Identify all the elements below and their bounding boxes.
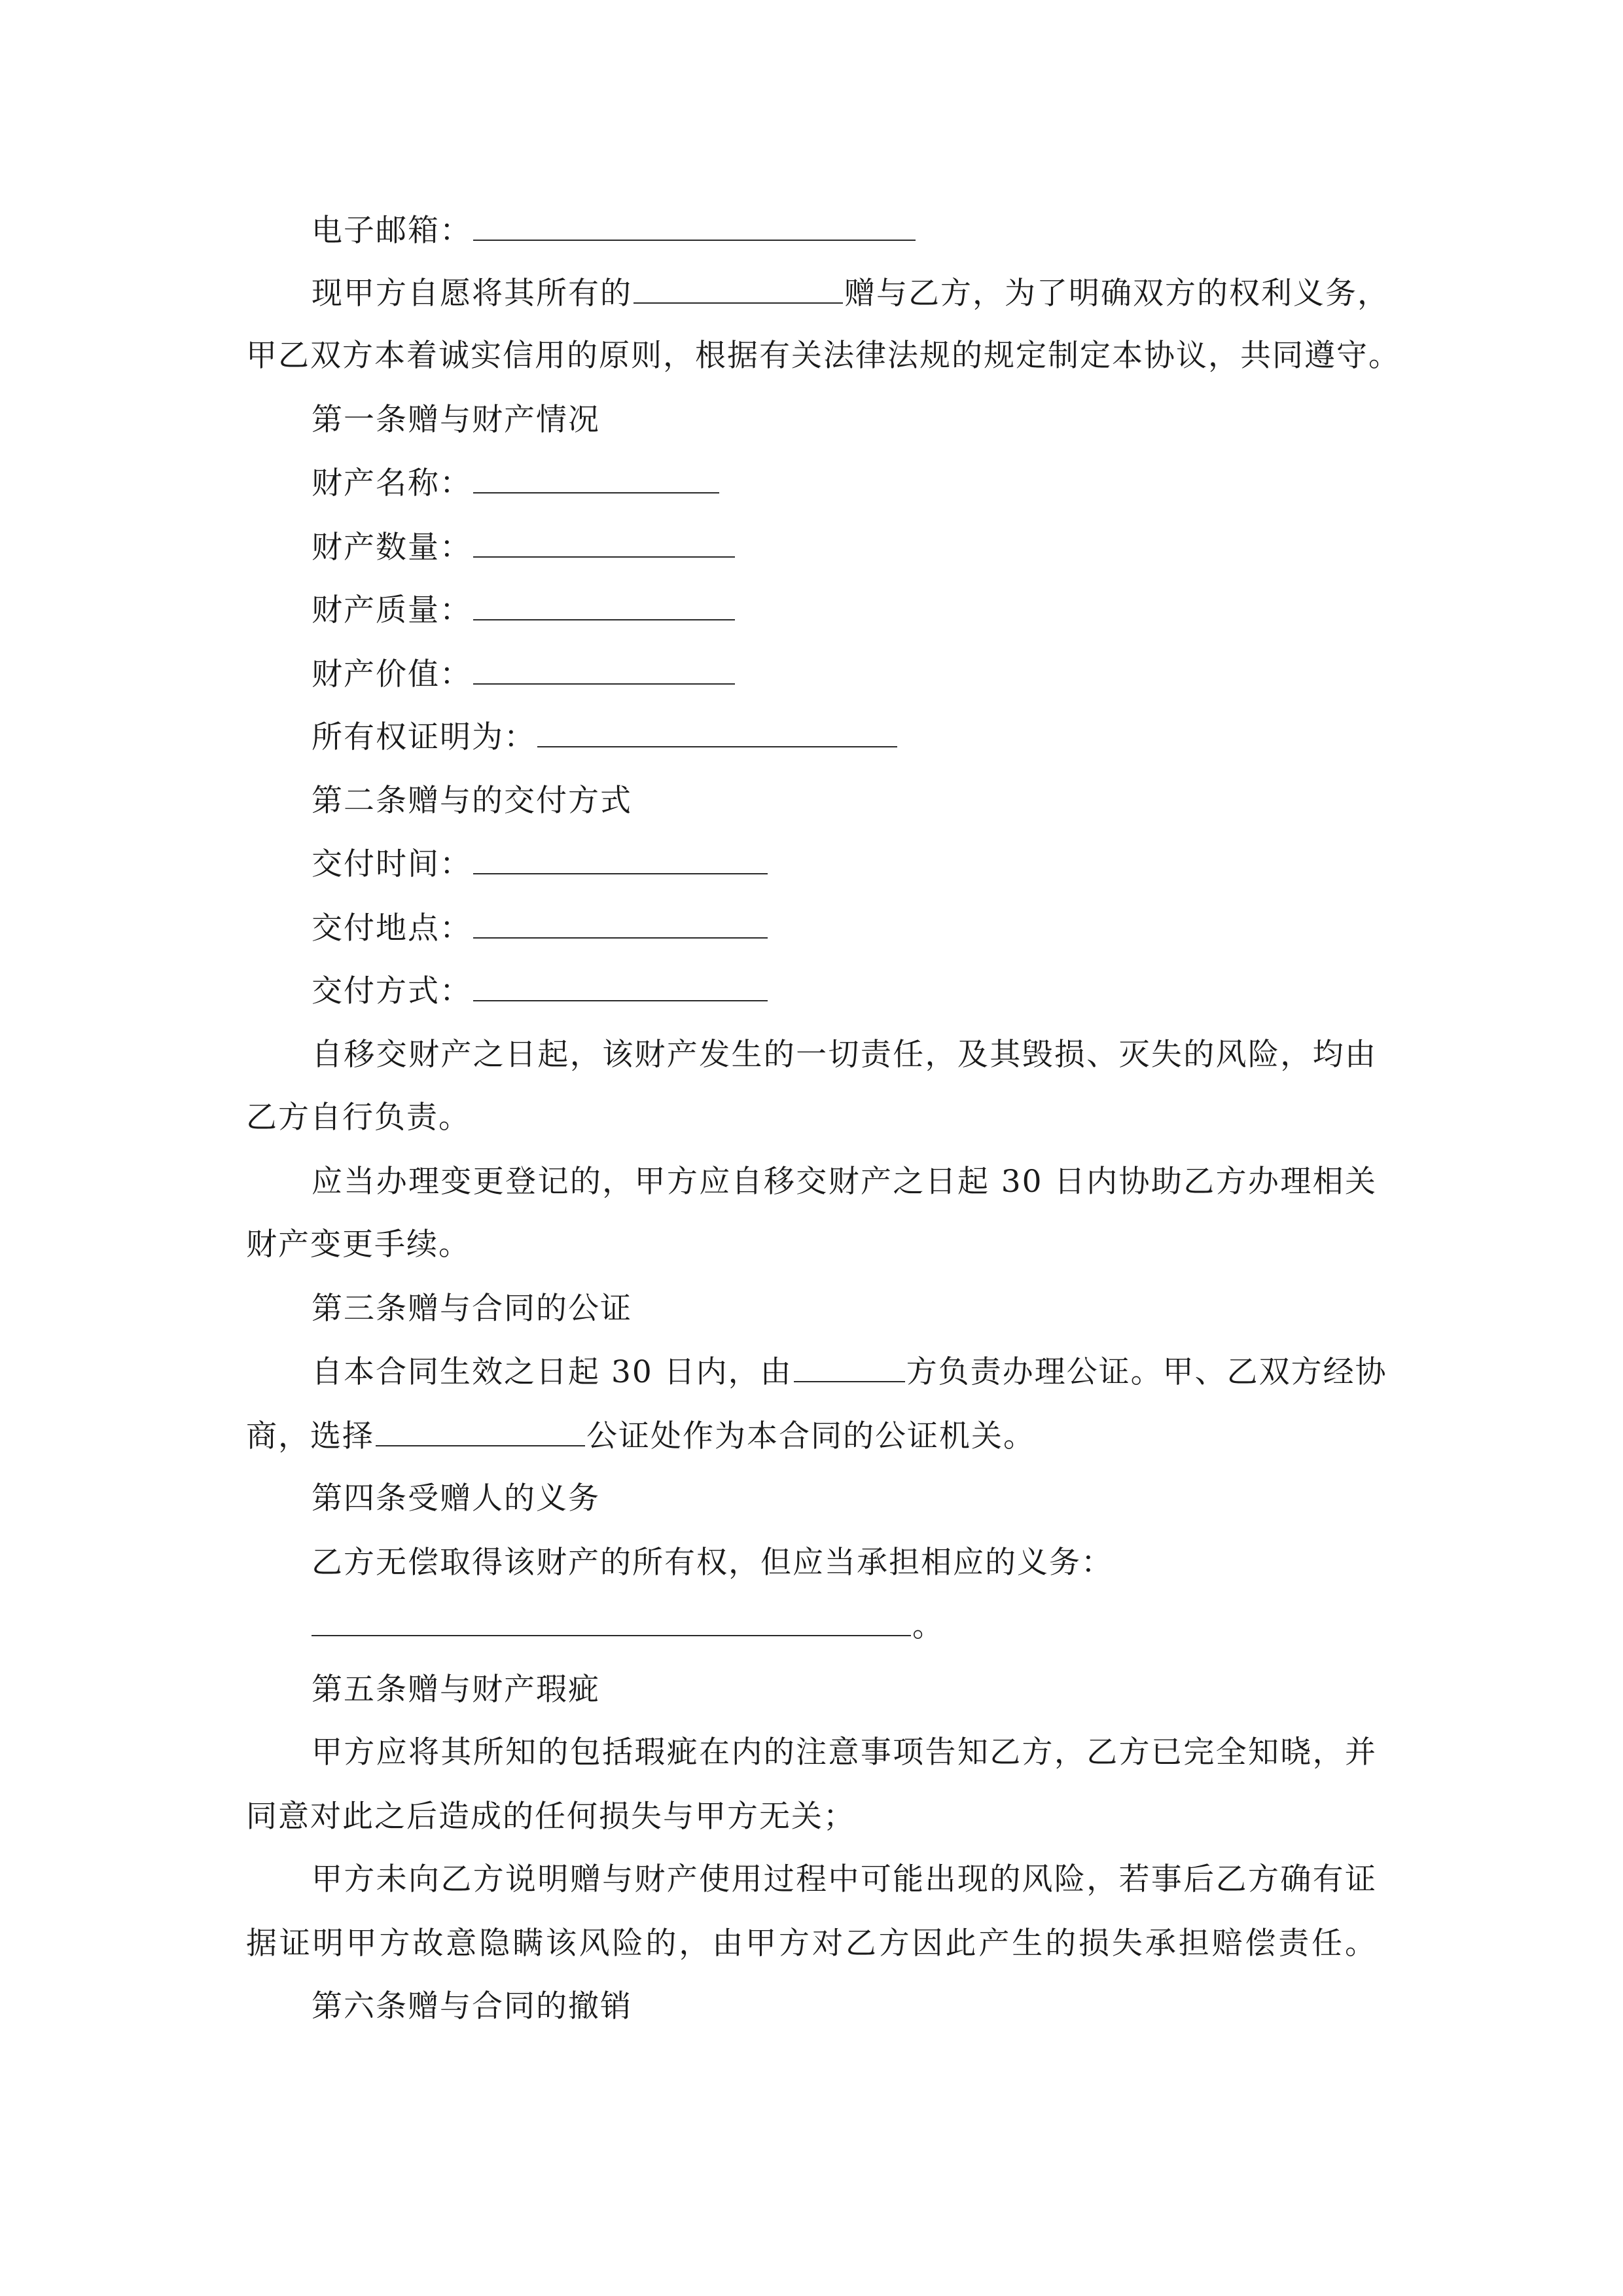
property-name-blank[interactable]	[473, 463, 719, 493]
notary-party-blank[interactable]	[794, 1352, 905, 1382]
article-6-title: 第六条赠与合同的撤销	[312, 1988, 632, 2024]
flaw-line-1: 甲方应将其所知的包括瑕疵在内的注意事项告知乙方，乙方已完全知晓，并	[312, 1734, 1377, 1770]
intro-line-2: 甲乙双方本着诚实信用的原则，根据有关法律法规的规定制定本协议，共同遵守。	[246, 338, 1400, 374]
duty-line-2: 。	[0, 1606, 1623, 1646]
property-value-blank[interactable]	[473, 655, 735, 685]
article-2-title: 第二条赠与的交付方式	[312, 783, 632, 819]
property-quality-line: 财产质量：	[0, 590, 1623, 630]
property-value-line: 财产价值：	[0, 655, 1623, 694]
article-5-title: 第五条赠与财产瑕疵	[312, 1672, 600, 1708]
registration-line-2: 财产变更手续。	[246, 1227, 471, 1263]
article-3-title: 第三条赠与合同的公证	[312, 1291, 632, 1327]
delivery-method-line: 交付方式：	[0, 971, 1623, 1011]
duty-line-1: 乙方无偿取得该财产的所有权，但应当承担相应的义务：	[312, 1545, 1113, 1581]
email-blank[interactable]	[473, 211, 916, 241]
flaw-line-2: 同意对此之后造成的任何损失与甲方无关；	[246, 1799, 855, 1835]
property-name-line: 财产名称：	[0, 463, 1623, 503]
email-label: 电子邮箱：	[312, 213, 472, 249]
article-4-title: 第四条受赠人的义务	[312, 1480, 600, 1516]
property-quantity-blank[interactable]	[473, 528, 735, 558]
email-line	[0, 211, 1623, 251]
intro-line-1: 现甲方自愿将其所有的 赠与乙方，为了明确双方的权利义务，	[0, 274, 1623, 314]
delivery-method-blank[interactable]	[473, 971, 768, 1001]
delivery-time-line: 交付时间：	[0, 844, 1623, 884]
risk-line-2: 乙方自行负责。	[246, 1100, 471, 1136]
delivery-time-blank[interactable]	[473, 844, 768, 874]
notary-line-1: 自本合同生效之日起 30 日内，由 方负责办理公证。甲、乙双方经协	[0, 1352, 1623, 1392]
flaw-line-4: 据证明甲方故意隐瞒该风险的，由甲方对乙方因此产生的损失承担赔偿责任。	[246, 1926, 1377, 1962]
property-quality-blank[interactable]	[473, 590, 735, 620]
notary-line-2: 商，选择 公证处作为本合同的公证机关。	[0, 1416, 1623, 1456]
ownership-blank[interactable]	[537, 717, 897, 747]
duty-blank[interactable]	[312, 1606, 911, 1636]
article-1-title: 第一条赠与财产情况	[312, 402, 600, 438]
flaw-line-3: 甲方未向乙方说明赠与财产使用过程中可能出现的风险，若事后乙方确有证	[312, 1861, 1377, 1897]
risk-line-1: 自移交财产之日起，该财产发生的一切责任，及其毁损、灭失的风险，均由	[312, 1037, 1377, 1073]
registration-line-1: 应当办理变更登记的，甲方应自移交财产之日起 30 日内协助乙方办理相关	[312, 1164, 1377, 1200]
property-quantity-line: 财产数量：	[0, 528, 1623, 567]
notary-office-blank[interactable]	[376, 1416, 585, 1446]
ownership-line: 所有权证明为：	[0, 717, 1623, 757]
delivery-place-blank[interactable]	[473, 908, 768, 939]
gift-property-blank[interactable]	[633, 274, 843, 304]
delivery-place-line: 交付地点：	[0, 908, 1623, 948]
